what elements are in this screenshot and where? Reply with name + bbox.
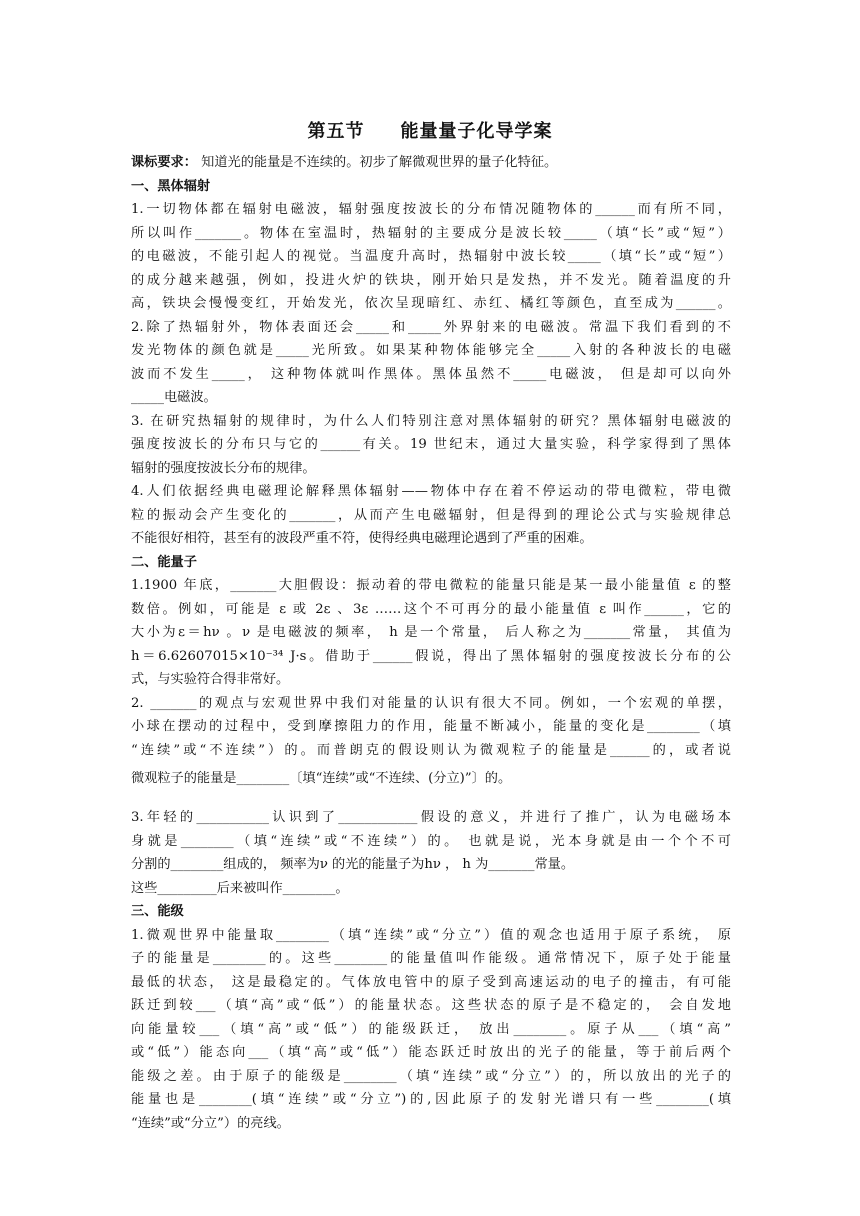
text-line: 的成分越来越强，例如，投进火炉的铁块，刚开始只是发热，并不发光。随着温度的升 bbox=[131, 272, 731, 288]
course-requirement bbox=[131, 151, 731, 175]
text-line: 粒的振动会产生变化的_______，从而产生电磁辐射，但是得到的理论公式与实验规律总 bbox=[131, 507, 731, 523]
text-line: 所以叫作_______。物体在室温时，热辐射的主要成分是波长较_____（填“长”或“短”） bbox=[131, 225, 731, 241]
text-line: 1.微观世界中能量取________（填“连续”或“分立”）值的观念也适用于原子系统， 原 bbox=[131, 927, 731, 943]
requirement-label: 课标要求： bbox=[131, 155, 197, 170]
section-heading: 三、能级 bbox=[131, 904, 184, 919]
text-line: 2. _______的观点与宏观世界中我们对能量的认识有很大不同。例如，一个宏观的单摆， bbox=[131, 695, 731, 711]
text-line: 子的能量是________的。这些________的能量值叫作能级。通常情况下，原子处于能量 bbox=[131, 951, 731, 966]
text-line: 3.年轻的___________认识到了____________假设的意义，并进行了推广，认为电磁场本 bbox=[131, 810, 731, 825]
text-line: “连续”或“不连续”）的。而普朗克的假设则认为微观粒子的能量是______的，或者说 bbox=[131, 742, 731, 758]
text-line: 辐射的强度按波长分布的规律。 bbox=[131, 460, 316, 476]
document-body bbox=[131, 151, 731, 1135]
text-line: 向能量较___（填“高”或“低”）的能级跃迁， 放出________。原子从___（填“高” bbox=[131, 1021, 731, 1037]
text-line: 的电磁波，不能引起人的视觉。当温度升高时，热辐射中波长较_____（填“长”或“短”） bbox=[131, 249, 731, 264]
text-line: 身就是________（填“连续”或“不连续”）的。 也就是说，光本身就是由一个个不可 bbox=[131, 833, 731, 849]
text-line: 分割的________组成的， 频率为ν 的光的能量子为hν ， h 为_______常量。 bbox=[131, 857, 575, 872]
section-number: 第五节 bbox=[307, 121, 365, 142]
text-line: 3. 在研究热辐射的规律时，为什么人们特别注意对黑体辐射的研究？黑体辐射电磁波的 bbox=[131, 413, 731, 429]
paragraph-spacer bbox=[131, 796, 731, 806]
text-line: h＝6.62607015×10⁻³⁴ J·s。借助于______假说，得出了黑体辐射的强度按波长分布的公 bbox=[131, 648, 731, 664]
requirement-text: 知道光的能量是不连续的。初步了解微观世界的量子化特征。 bbox=[196, 155, 558, 170]
text-line: 4.人们依据经典电磁理论解释黑体辐射——物体中存在着不停运动的带电微粒，带电微 bbox=[131, 484, 731, 499]
text-line: 跃迁到较___（填“高”或“低”）的能量状态。这些状态的原子是不稳定的， 会自发地 bbox=[131, 998, 731, 1013]
text-line: 波而不发生_____， 这种物体就叫作黑体。黑体虽然不_____电磁波， 但是却可以向外 bbox=[131, 366, 731, 382]
text-line: 最低的状态， 这是最稳定的。气体放电管中的原子受到高速运动的电子的撞击，有可能 bbox=[131, 974, 731, 990]
text-line: 大小为ε＝hν 。ν 是电磁波的频率， h 是一个常量， 后人称之为_______常量， 其值为 bbox=[131, 625, 731, 640]
text-line: _____电磁波。 bbox=[131, 390, 217, 405]
text-line: 这些_________后来被叫作________。 bbox=[131, 880, 349, 896]
text-line: 高，铁块会慢慢变红，开始发光，依次呈现暗红、赤红、橘红等颜色，直至成为______。 bbox=[131, 296, 731, 311]
text-line: 能级之差。由于原子的能级是________（填“连续”或“分立”）的，所以放出的光子的 bbox=[131, 1068, 731, 1084]
section-heading: 一、黑体辐射 bbox=[131, 178, 211, 194]
text-line: 1.1900 年底，_______大胆假设：振动着的带电微粒的能量只能是某一最小能量值 ε 的整 bbox=[131, 578, 731, 593]
text-line: 能量也是________(填“连续”或“分立”)的,因此原子的发射光谱只有一些________(填 bbox=[131, 1092, 731, 1107]
text-line: 数倍。例如，可能是 ε 或 2ε 、3ε ……这个不可再分的最小能量值 ε 叫作______，它的 bbox=[131, 601, 731, 617]
text-line: 不能很好相符，甚至有的波段严重不符，使得经典电磁理论遇到了严重的困难。 bbox=[131, 531, 593, 546]
text-line: 微观粒子的能量是________〔填“连续”或“不连续、(分立)”〕的。 bbox=[131, 771, 512, 786]
text-line: 1.一切物体都在辐射电磁波，辐射强度按波长的分布情况随物体的______而有所不同， bbox=[131, 202, 731, 217]
text-line: 强度按波长的分布只与它的______有关。19 世纪末，通过大量实验，科学家得到了黑体 bbox=[131, 437, 731, 452]
text-line: 2.除了热辐射外，物体表面还会_____和_____外界射来的电磁波。常温下我们看到的不 bbox=[131, 319, 731, 335]
text-line: 式，与实验符合得非常好。 bbox=[131, 672, 290, 687]
text-line: 或“低”）能态向___（填“高”或“低”）能态跃迁时放出的光子的能量，等于前后两个 bbox=[131, 1045, 731, 1060]
text-line: “连续”或“分立”）的亮线。 bbox=[131, 1115, 290, 1131]
text-line: 小球在摆动的过程中，受到摩擦阻力的作用，能量不断减小，能量的变化是________（填 bbox=[131, 719, 731, 734]
page-title bbox=[0, 117, 860, 143]
section-heading: 二、能量子 bbox=[131, 554, 197, 570]
text-line: 发光物体的颜色就是_____光所致。如果某种物体能够完全_____入射的各种波长的电磁 bbox=[131, 343, 731, 358]
section-title: 能量量子化导学案 bbox=[400, 121, 553, 142]
